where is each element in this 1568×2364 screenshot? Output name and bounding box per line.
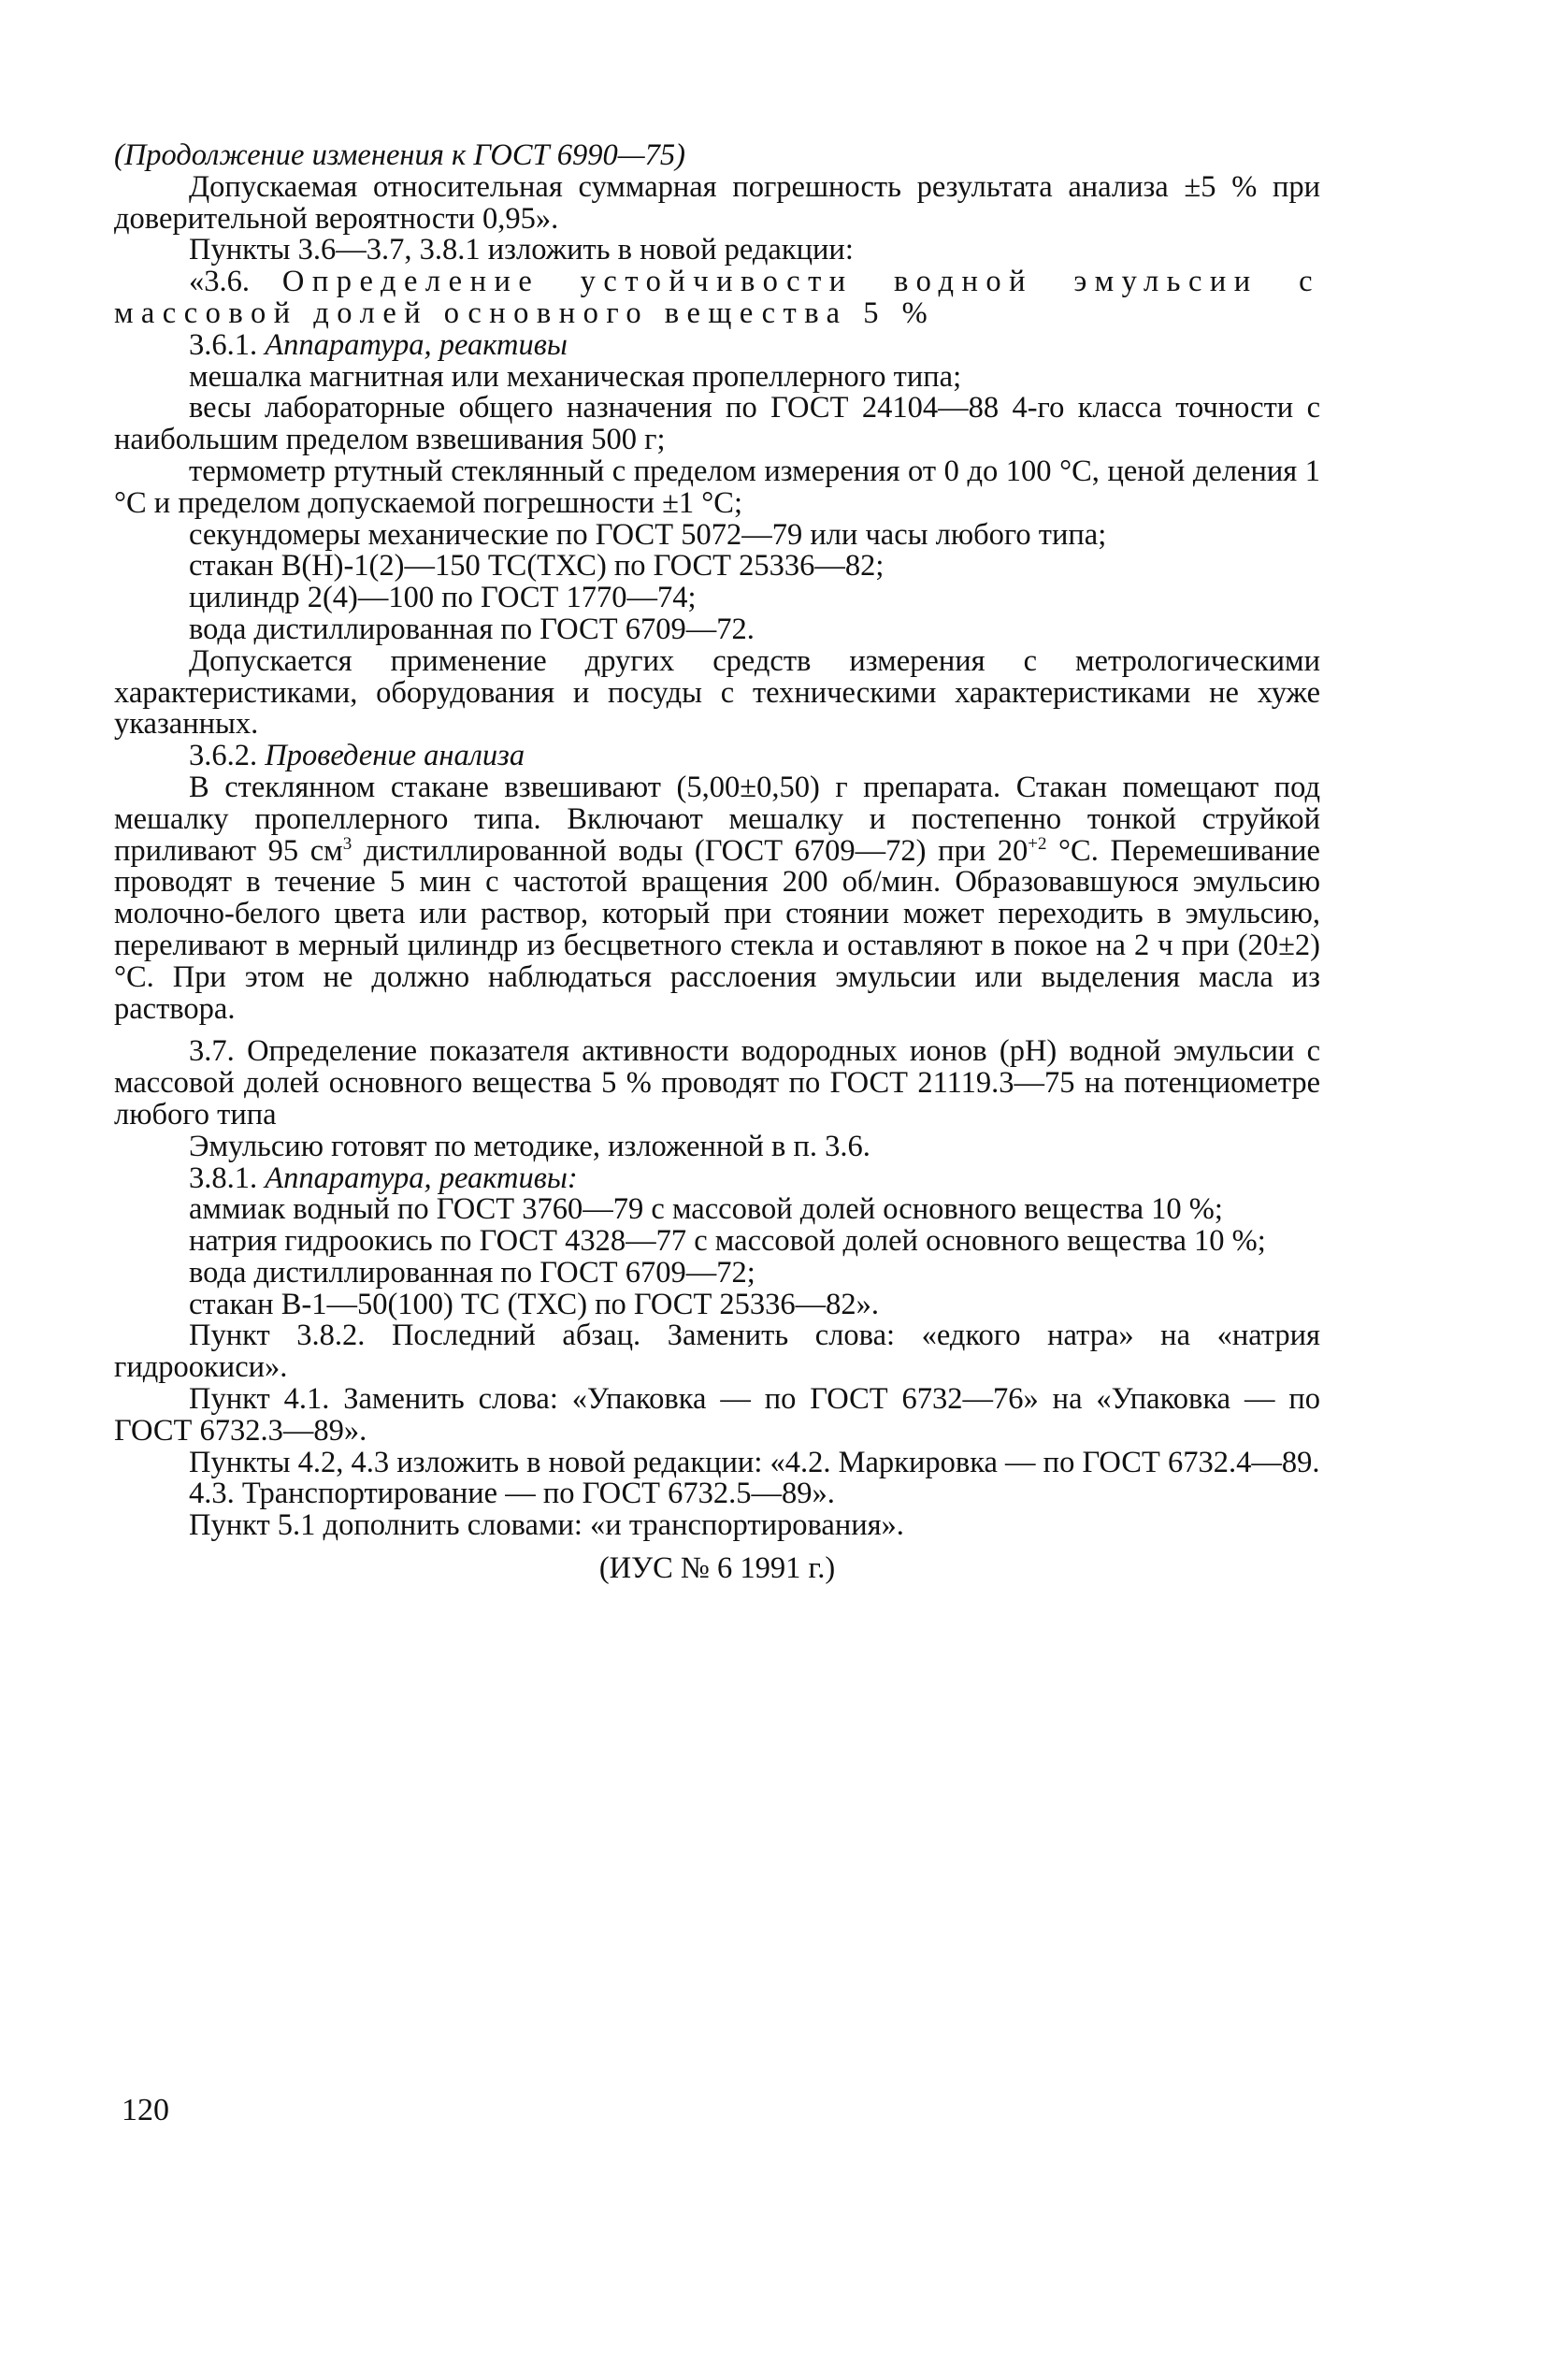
section-title: Определение устойчивости водной эмульсии с массовой долей основного вещества 5 % xyxy=(114,265,1320,330)
page-header: (Продолжение изменения к ГОСТ 6990—75) xyxy=(114,138,685,172)
list-item: термометр ртутный стеклянный с пределом измерения от 0 до 100 °С, ценой деления 1 °С и пределом допускаемой погрешности ±1 °С; xyxy=(114,454,1320,520)
paragraph-procedure xyxy=(114,772,1320,1025)
section-number: «3.6. xyxy=(189,265,250,299)
subsection-heading-3-8-1 xyxy=(114,1160,1320,1195)
subsection-number: 3.8.1. xyxy=(189,1160,258,1195)
list-item: стакан В(Н)-1(2)—150 ТС(ТХС) по ГОСТ 25336—82; xyxy=(189,549,885,584)
paragraph: Пункты 3.6—3.7, 3.8.1 изложить в новой редакции: xyxy=(189,233,854,267)
list-item: стакан В-1—50(100) ТС (ТХС) по ГОСТ 25336—82». xyxy=(189,1287,880,1321)
paragraph: Пункт 4.1. Заменить слова: «Упаковка — по ГОСТ 6732—76» на «Упаковка — по ГОСТ 6732.3—89». xyxy=(114,1382,1320,1448)
superscript: 3 xyxy=(342,833,352,854)
subsection-heading-3-6-1 xyxy=(114,327,1320,362)
subsection-number: 3.6.2. xyxy=(189,739,258,773)
paragraph: 4.3. Транспортирование — по ГОСТ 6732.5—89». xyxy=(189,1477,835,1511)
list-item: вода дистиллированная по ГОСТ 6709—72; xyxy=(189,1255,755,1290)
paragraph: 3.7. Определение показателя активности водородных ионов (рН) водной эмульсии с массовой долей основного вещества 5 % проводят по ГОСТ 21119.3—75 на потенциометре любого типа xyxy=(114,1034,1320,1132)
subsection-title: Аппаратура, реактивы: xyxy=(265,1160,578,1195)
list-item: аммиак водный по ГОСТ 3760—79 с массовой долей основного вещества 10 %; xyxy=(189,1192,1223,1227)
footer-note: (ИУС № 6 1991 г.) xyxy=(598,1551,836,1586)
procedure-text-a: В стеклянном стакане взвешивают (5,00±0,50) г препарата. Стакан помещают под мешалку пропеллерного типа. Включают мешалку и постепенно тонкой струйкой приливают 95 см xyxy=(114,770,1320,868)
list-item: вода дистиллированная по ГОСТ 6709—72. xyxy=(189,612,755,646)
paragraph: Пункт 5.1 дополнить словами: «и транспортирования». xyxy=(189,1508,904,1543)
list-item: мешалка магнитная или механическая пропеллерного типа; xyxy=(189,359,962,394)
subsection-number: 3.6.1. xyxy=(189,327,258,362)
list-item: секундомеры механические по ГОСТ 5072—79 или часы любого типа; xyxy=(189,517,1107,552)
paragraph: Эмульсию готовят по методике, изложенной в п. 3.6. xyxy=(189,1129,870,1163)
section-heading-3-6 xyxy=(114,267,1320,330)
paragraph: Допускаемая относительная суммарная погрешность результата анализа ±5 % при доверительной вероятности 0,95». xyxy=(114,169,1320,236)
page-number: 120 xyxy=(122,2093,169,2127)
list-item: натрия гидроокись по ГОСТ 4328—77 с массовой долей основного вещества 10 %; xyxy=(189,1224,1266,1259)
document-body xyxy=(114,140,1320,1585)
subsection-heading-3-6-2 xyxy=(114,741,1320,772)
paragraph: Пункты 4.2, 4.3 изложить в новой редакции: «4.2. Маркировка — по ГОСТ 6732.4—89. xyxy=(189,1445,1320,1479)
list-item: цилиндр 2(4)—100 по ГОСТ 1770—74; xyxy=(189,581,697,615)
procedure-text-c: °С. Перемешивание проводят в течение 5 мин с частотой вращения 200 об/мин. Образовавшуюся эмульсию молочно-белого цвета или раствор, который при стоянии может переходить в эмульсию, переливают в мерный цилиндр из бесцветного стекла и оставляют в покое на 2 ч при (20±2) °С. При этом не должно наблюдаться расслоения эмульсии или выделения масла из раствора. xyxy=(114,833,1320,1026)
list-item: весы лабораторные общего назначения по ГОСТ 24104—88 4-го класса точности с наибольшим пределом взвешивания 500 г; xyxy=(114,391,1320,457)
subsection-title: Аппаратура, реактивы xyxy=(265,327,568,362)
paragraph: Пункт 3.8.2. Последний абзац. Заменить слова: «едкого натра» на «натрия гидроокиси». xyxy=(114,1319,1320,1385)
procedure-text-b: дистиллированной воды (ГОСТ 6709—72) при 20 xyxy=(352,833,1029,868)
subsection-title: Проведение анализа xyxy=(265,739,525,773)
paragraph: Допускается применение других средств измерения с метрологическими характеристиками, оборудования и посуды с техническими характеристиками не хуже указанных. xyxy=(114,643,1320,742)
superscript: +2 xyxy=(1028,833,1047,854)
